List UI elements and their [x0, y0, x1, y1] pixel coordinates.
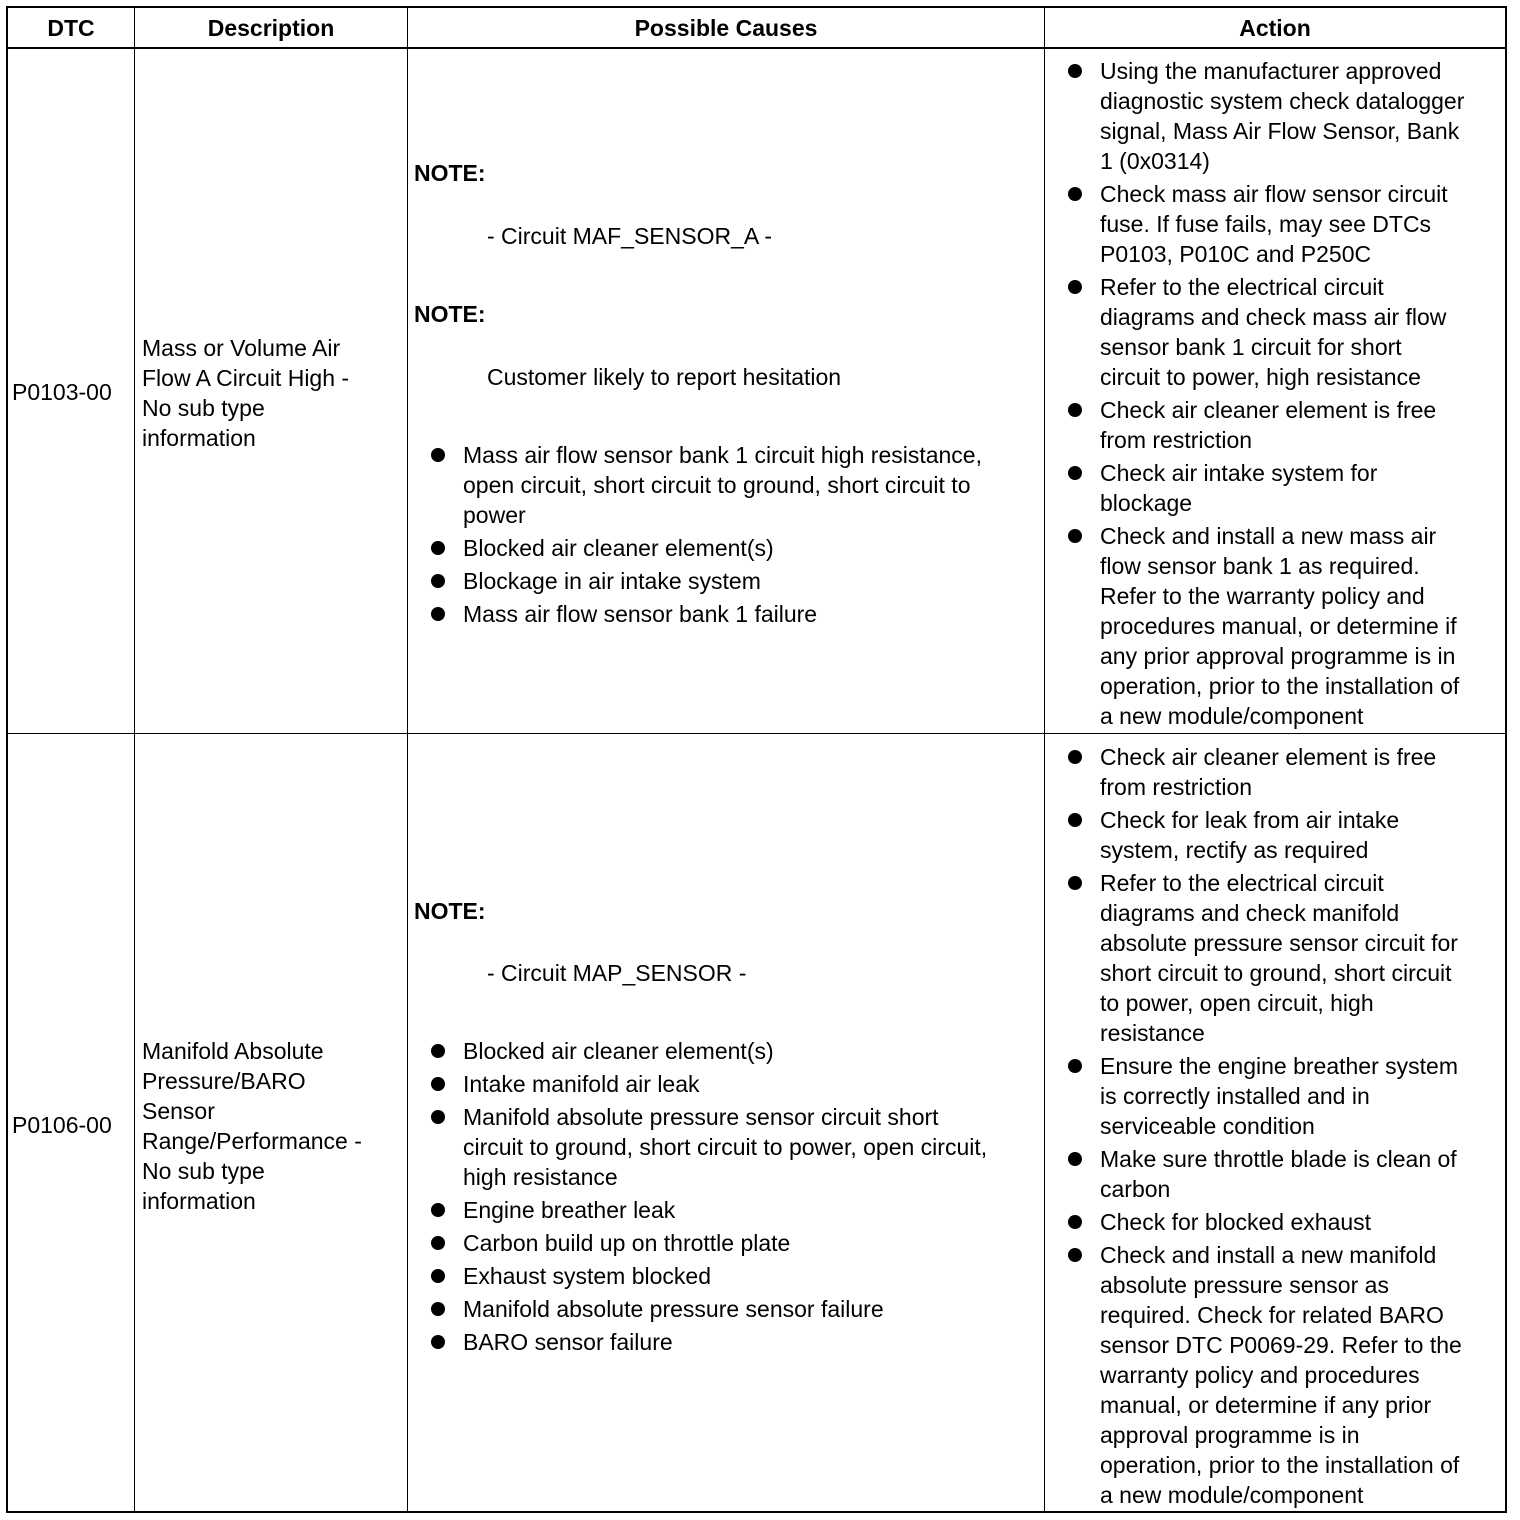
- header-possible-causes: Possible Causes: [634, 14, 818, 41]
- note-label: NOTE:: [414, 160, 486, 186]
- bullet-icon: [431, 1044, 445, 1058]
- list-item: Make sure throttle blade is clean of carbon: [1068, 1144, 1504, 1204]
- bullet-icon: [1068, 529, 1082, 543]
- action-list: [1068, 56, 1504, 734]
- list-item: Engine breather leak: [431, 1195, 1041, 1225]
- list-item: Blocked air cleaner element(s): [431, 1036, 1041, 1066]
- bullet-icon: [1068, 64, 1082, 78]
- header-action: Action: [1239, 14, 1311, 41]
- list-item: Blockage in air intake system: [431, 566, 1041, 596]
- column-divider: [1044, 6, 1045, 1513]
- action-list: [1068, 742, 1504, 1513]
- dtc-description: Manifold Absolute Pressure/BARO Sensor Range/Performance - No sub type information: [142, 1038, 362, 1214]
- dtc-code: P0103-00: [12, 379, 112, 405]
- bullet-icon: [1068, 403, 1082, 417]
- list-item: Check and install a new mass air flow sensor bank 1 as required. Refer to the warranty policy and procedures manual, or determine if any prior approval programme is in operation, prior to the installation of a new module/component: [1068, 521, 1504, 731]
- list-item: Manifold absolute pressure sensor circuit short circuit to ground, short circuit to power, open circuit, high resistance: [431, 1102, 1041, 1192]
- bullet-icon: [1068, 1059, 1082, 1073]
- list-item: Mass air flow sensor bank 1 circuit high resistance, open circuit, short circuit to ground, short circuit to power: [431, 440, 1041, 530]
- bullet-icon: [431, 541, 445, 555]
- dtc-code: P0106-00: [12, 1112, 112, 1138]
- bullet-icon: [431, 448, 445, 462]
- list-item: Refer to the electrical circuit diagrams and check manifold absolute pressure sensor circuit for short circuit to ground, short circuit to power, open circuit, high resistance: [1068, 868, 1504, 1048]
- bullet-icon: [431, 1335, 445, 1349]
- dtc-description: Mass or Volume Air Flow A Circuit High - No sub type information: [142, 335, 350, 451]
- bullet-icon: [1068, 1152, 1082, 1166]
- list-item: Carbon build up on throttle plate: [431, 1228, 1041, 1258]
- column-divider: [134, 6, 135, 1513]
- bullet-icon: [431, 607, 445, 621]
- possible-causes-list: [431, 440, 1041, 632]
- bullet-icon: [431, 574, 445, 588]
- list-item: Refer to the electrical circuit diagrams and check mass air flow sensor bank 1 circuit for short circuit to power, high resistance: [1068, 272, 1504, 392]
- bullet-icon: [431, 1302, 445, 1316]
- header-description: Description: [207, 14, 335, 41]
- list-item: Check air cleaner element is free from restriction: [1068, 395, 1504, 455]
- bullet-icon: [431, 1077, 445, 1091]
- bullet-icon: [431, 1110, 445, 1124]
- bullet-icon: [1068, 280, 1082, 294]
- list-item: Check mass air flow sensor circuit fuse. If fuse fails, may see DTCs P0103, P010C and P250C: [1068, 179, 1504, 269]
- list-item: Check for blocked exhaust: [1068, 1207, 1504, 1237]
- note-text: - Circuit MAF_SENSOR_A -: [487, 223, 772, 249]
- note-text: Customer likely to report hesitation: [487, 364, 842, 390]
- bullet-icon: [431, 1203, 445, 1217]
- bullet-icon: [1068, 466, 1082, 480]
- bullet-icon: [431, 1236, 445, 1250]
- list-item: Exhaust system blocked: [431, 1261, 1041, 1291]
- list-item: Check for leak from air intake system, rectify as required: [1068, 805, 1504, 865]
- bullet-icon: [1068, 1215, 1082, 1229]
- note-label: NOTE:: [414, 301, 486, 327]
- list-item: Mass air flow sensor bank 1 failure: [431, 599, 1041, 629]
- list-item: Intake manifold air leak: [431, 1069, 1041, 1099]
- list-item: BARO sensor failure: [431, 1327, 1041, 1357]
- list-item: Check and install a new manifold absolute pressure sensor as required. Check for related BARO sensor DTC P0069-29. Refer to the warranty policy and procedures manual, or determine if any prior approval programme is in operation, prior to the installation of a new module/component: [1068, 1240, 1504, 1510]
- column-divider: [407, 6, 408, 1513]
- list-item: Check air intake system for blockage: [1068, 458, 1504, 518]
- list-item: Manifold absolute pressure sensor failure: [431, 1294, 1041, 1324]
- header-dtc: DTC: [47, 14, 95, 41]
- list-item: Using the manufacturer approved diagnostic system check datalogger signal, Mass Air Flow Sensor, Bank 1 (0x0314): [1068, 56, 1504, 176]
- bullet-icon: [1068, 813, 1082, 827]
- list-item: Blocked air cleaner element(s): [431, 533, 1041, 563]
- bullet-icon: [1068, 187, 1082, 201]
- possible-causes-list: [431, 1036, 1041, 1360]
- note-label: NOTE:: [414, 898, 486, 924]
- list-item: Ensure the engine breather system is correctly installed and in serviceable condition: [1068, 1051, 1504, 1141]
- note-text: - Circuit MAP_SENSOR -: [487, 960, 747, 986]
- bullet-icon: [431, 1269, 445, 1283]
- bullet-icon: [1068, 750, 1082, 764]
- bullet-icon: [1068, 1248, 1082, 1262]
- list-item: Check air cleaner element is free from restriction: [1068, 742, 1504, 802]
- bullet-icon: [1068, 876, 1082, 890]
